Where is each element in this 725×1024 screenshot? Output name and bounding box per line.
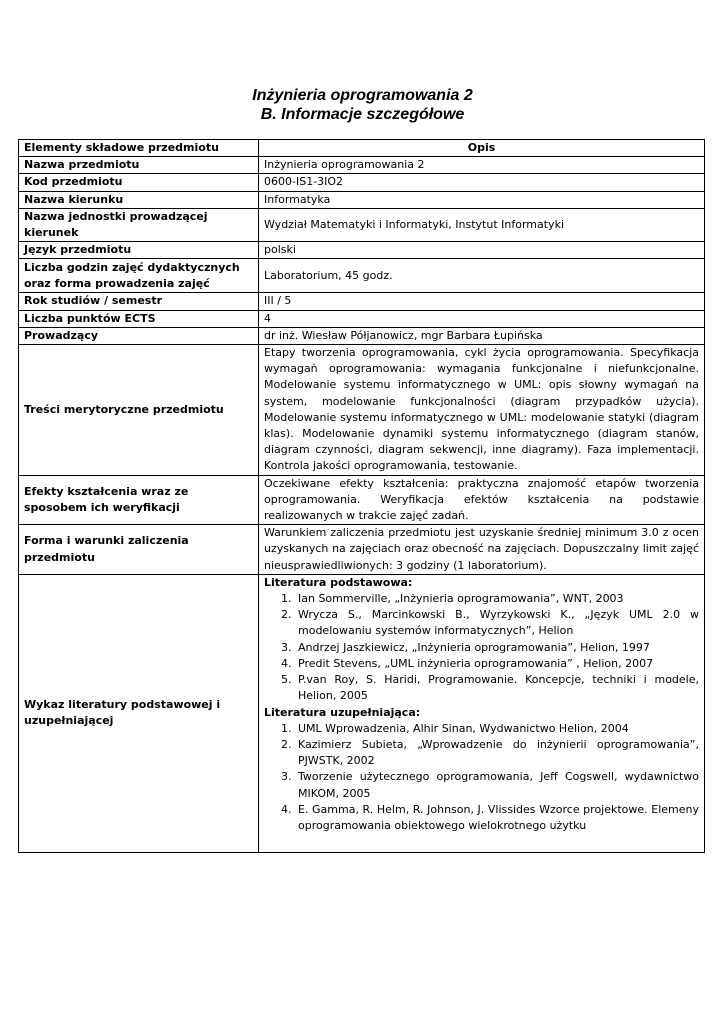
basic-literature-list [264,591,699,704]
table-row [19,174,705,191]
row-value: Wydział Matematyki i Informatyki, Instytut Informatyki [259,208,705,241]
row-label: Nazwa przedmiotu [19,157,259,174]
list-item: 2. Kazimierz Subieta, „Wprowadzenie do inżynierii oprogramowania”, PJWSTK, 2002 [295,737,699,769]
row-value: Laboratorium, 45 godz. [259,259,705,293]
table-row [19,475,705,525]
title-line-1: Inżynieria oprogramowania 2 [252,87,473,104]
row-label: Prowadzący [19,327,259,344]
list-item: 1. UML Wprowadzenia, Alhir Sinan, Wydwanictwo Helion, 2004 [295,721,699,737]
list-item: 3. Andrzej Jaszkiewicz, „Inżynieria oprogramowania”, Helion, 1997 [295,640,699,656]
table-row [19,157,705,174]
table-row [19,259,705,293]
list-item: 2. Wrycza S., Marcinkowski B., Wyrzykowski K., „Język UML 2.0 w modelowaniu systemów informatycznych”, Helion [295,607,699,639]
row-value: Inżynieria oprogramowania 2 [259,157,705,174]
row-value: III / 5 [259,293,705,310]
row-label: Język przedmiotu [19,242,259,259]
table-row [19,327,705,344]
row-label: Rok studiów / semestr [19,293,259,310]
row-value: 4 [259,310,705,327]
header-elements: Elementy składowe przedmiotu [19,140,259,157]
table-row [19,242,705,259]
list-item: 1. Ian Sommerville, „Inżynieria oprogramowania”, WNT, 2003 [295,591,699,607]
row-label: Liczba punktów ECTS [19,310,259,327]
row-value: Informatyka [259,191,705,208]
literature-cell [259,574,705,852]
row-value: Oczekiwane efekty kształcenia: praktyczna znajomość etapów tworzenia oprogramowania. Weryfikacja efektów kształcenia na podstawie realizowanych w trakcie zajęć zadań. [259,475,705,525]
table-row [19,525,705,575]
table-row [19,191,705,208]
list-item: 3. Tworzenie użytecznego oprogramowania, Jeff Cogswell, wydawnictwo MIKOM, 2005 [295,769,699,801]
supplementary-literature-heading: Literatura uzupełniająca: [264,705,421,719]
row-value: Warunkiem zaliczenia przedmiotu jest uzyskanie średniej minimum 3.0 z ocen uzyskanych na zajęciach oraz obecność na zajęciach. Dopuszczalny limit zajęć nieusprawiedliwionych: 3 godziny (1 laboratorium). [259,525,705,575]
row-label: Efekty kształcenia wraz ze sposobem ich weryfikacji [19,475,259,525]
row-value: Etapy tworzenia oprogramowania, cykl życia oprogramowania. Specyfikacja wymagań oprogramowania: wymagania funkcjonalne i niefunkcjonalne. Modelowanie systemu informatycznego w UML: opis słowny wymagań na system, modelowanie funkcjonalności (diagram przypadków użycia). Modelowanie systemu informatycznego w UML: modelowanie statyki (diagram klas). Modelowanie dynamiki systemu informatycznego (diagram stanów, diagram czynności, diagram sekwencji, inne diagramy). Faza implementacji. Kontrola jakości oprogramowania, testowanie. [259,345,705,476]
document-title [0,86,725,124]
row-label: Liczba godzin zajęć dydaktycznych oraz forma prowadzenia zajęć [19,259,259,293]
table-row [19,208,705,241]
table-row [19,310,705,327]
literature-row [19,574,705,852]
row-label: Forma i warunki zaliczenia przedmiotu [19,525,259,575]
list-item: 4. Predit Stevens, „UML inżynieria oprogramowania” , Helion, 2007 [295,656,699,672]
literature-label: Wykaz literatury podstawowej i uzupełniającej [19,574,259,852]
row-value: dr inż. Wiesław Półjanowicz, mgr Barbara Łupińska [259,327,705,344]
row-value: polski [259,242,705,259]
list-item: 5. P.van Roy, S. Haridi, Programowanie. Koncepcje, techniki i modele, Helion, 2005 [295,672,699,704]
table-header-row [19,140,705,157]
row-label: Nazwa jednostki prowadzącej kierunek [19,208,259,241]
row-label: Treści merytoryczne przedmiotu [19,345,259,476]
row-value: 0600-IS1-3IO2 [259,174,705,191]
table-row [19,345,705,476]
title-line-2: B. Informacje szczegółowe [260,106,465,123]
header-description: Opis [259,140,705,157]
course-details-table [18,139,705,853]
row-label: Kod przedmiotu [19,174,259,191]
basic-literature-heading: Literatura podstawowa: [264,575,413,589]
row-label: Nazwa kierunku [19,191,259,208]
supplementary-literature-list [264,721,699,834]
table-row [19,293,705,310]
list-item: 4. E. Gamma, R. Helm, R. Johnson, J. Vlissides Wzorce projektowe. Elemeny oprogramowania obiektowego wielokrotnego użytku [295,802,699,834]
